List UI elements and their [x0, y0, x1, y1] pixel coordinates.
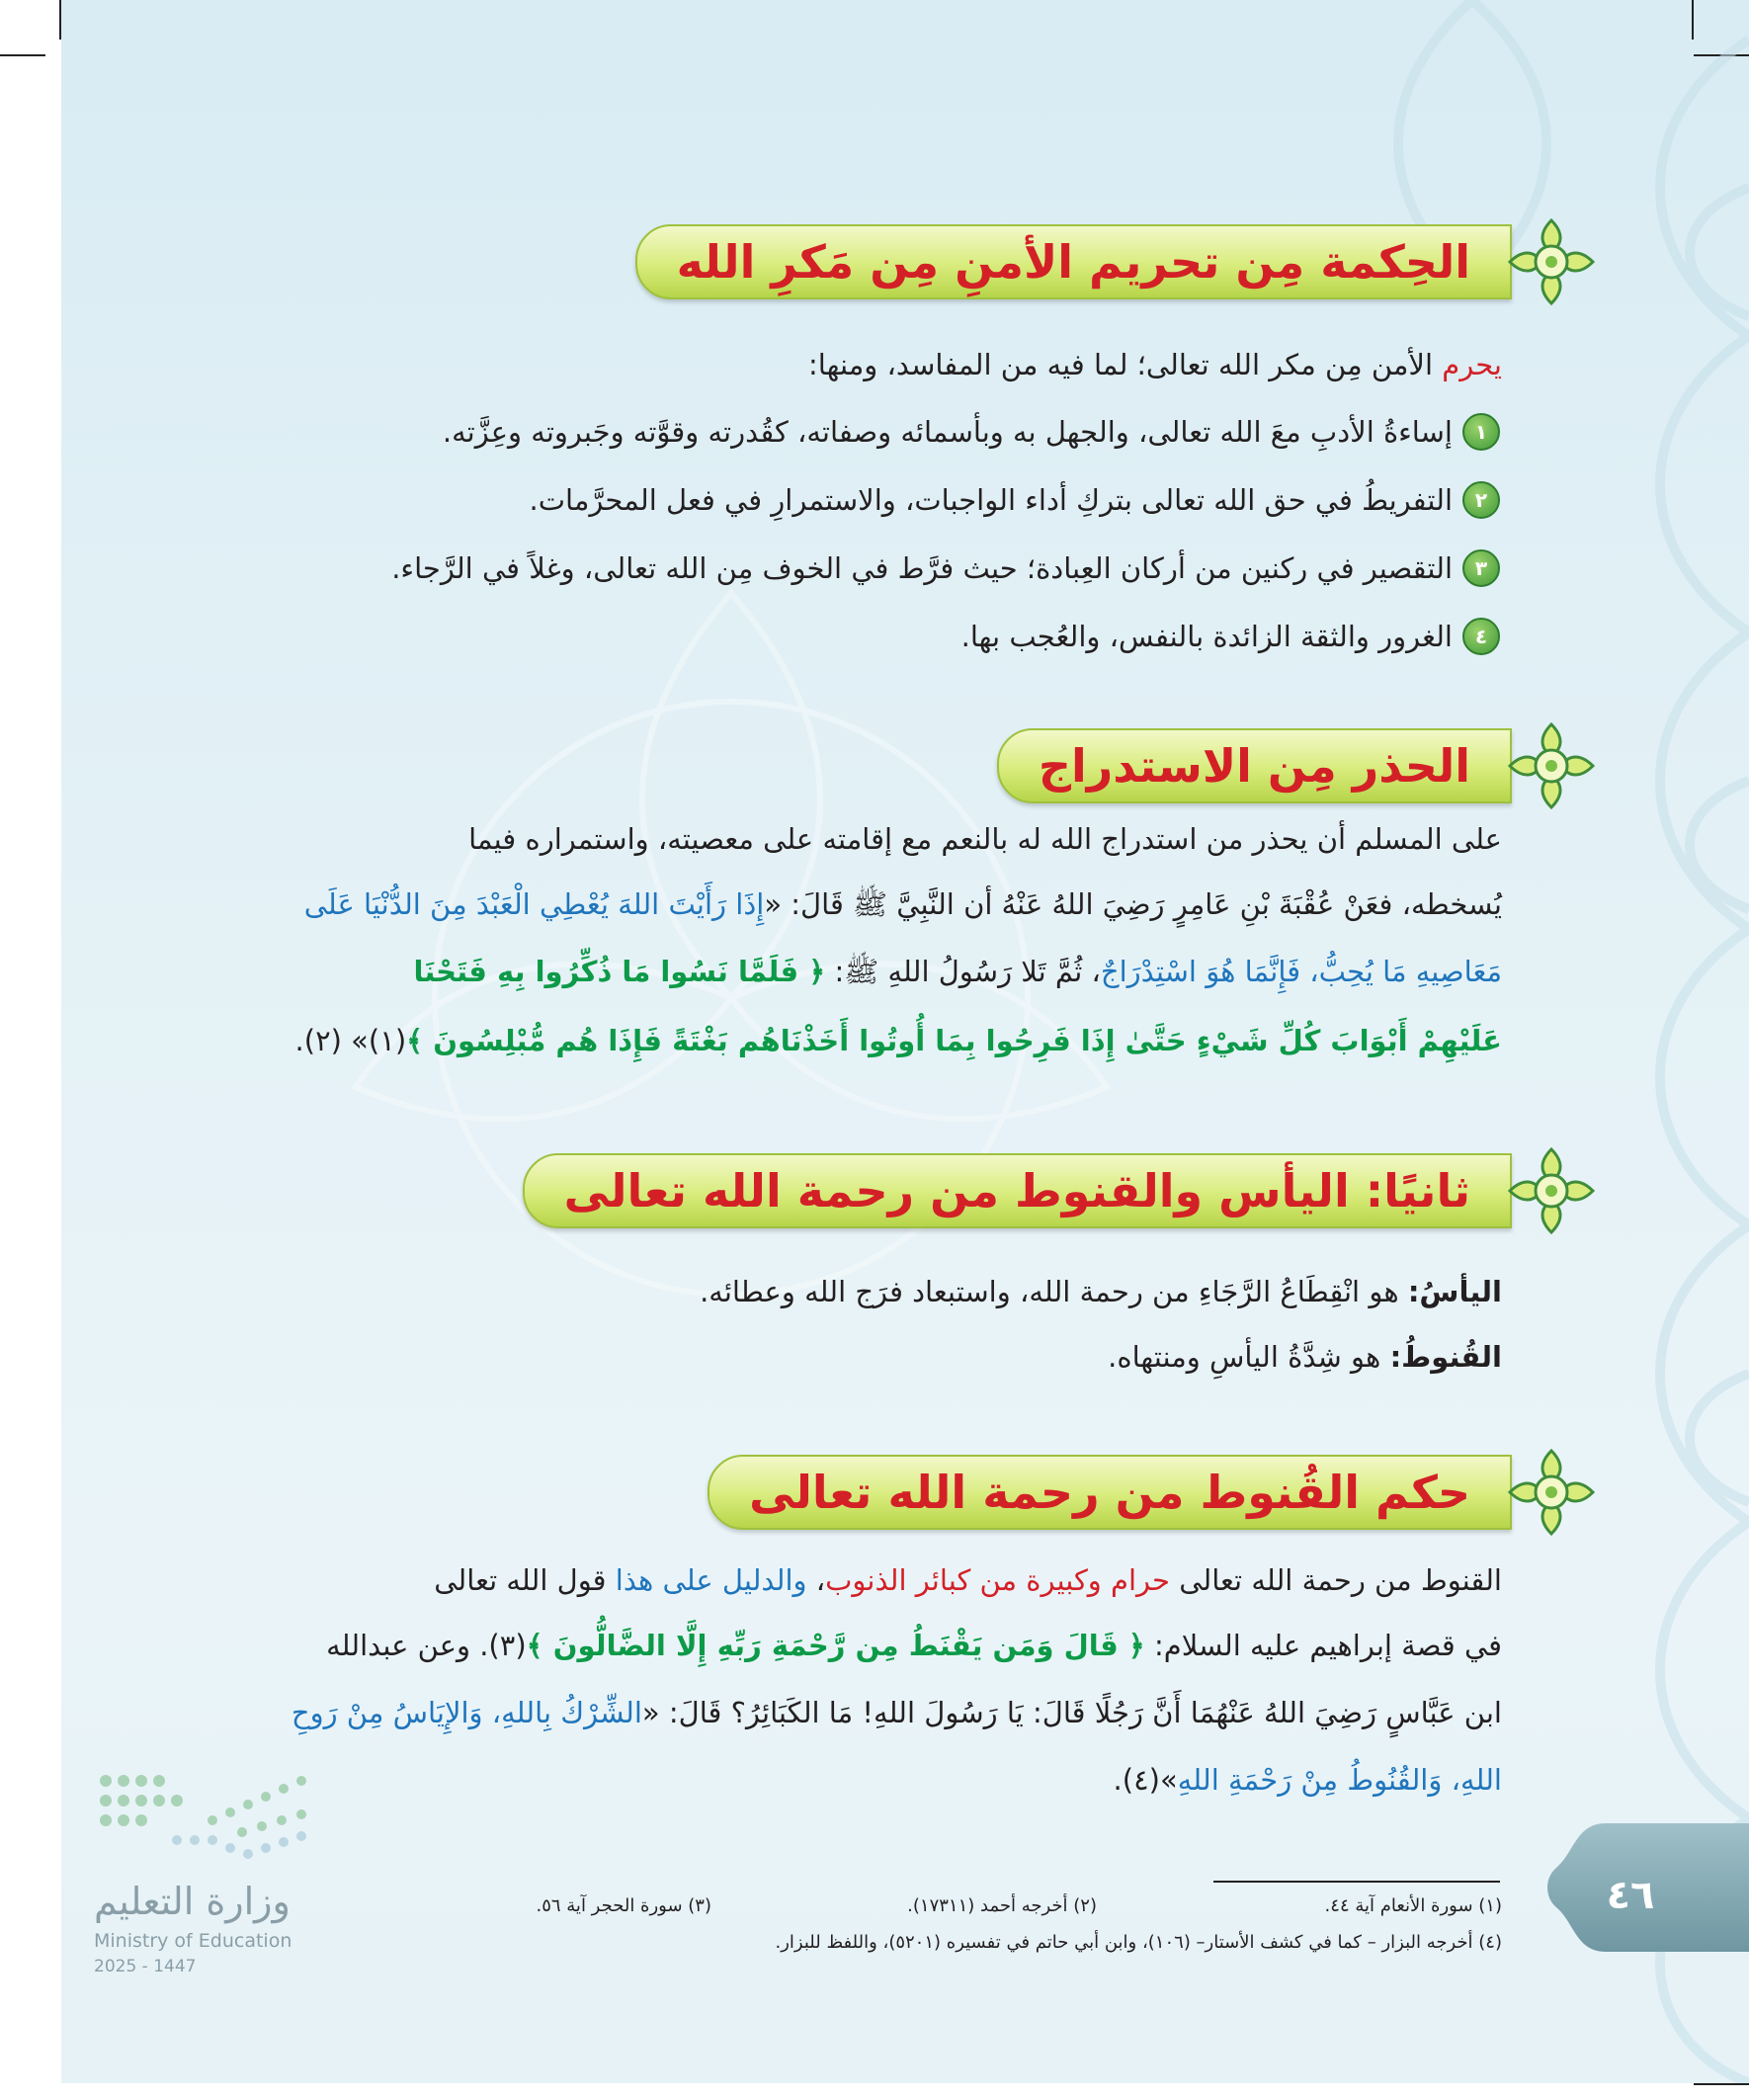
section-title: الحِكمة مِن تحريم الأمنِ مِن مَكرِ الله: [676, 235, 1470, 289]
paragraph-line: [292, 1696, 1502, 1729]
paragraph-line: [1114, 1763, 1502, 1797]
edition-year: 2025 - 1447: [94, 1957, 197, 1976]
paragraph-text: قول الله تعالى: [434, 1563, 616, 1597]
paragraph-text: في قصة إبراهيم عليه السلام:: [1144, 1629, 1502, 1662]
paragraph-text: ، ثُمَّ تَلا رَسُولُ اللهِ ﷺ:: [825, 955, 1101, 988]
section-heading-istidraj: [997, 721, 1601, 810]
footnote: (٤) أخرجه البزار – كما في كشف الأستار– (١٠٦)، وابن أبي حاتم في تفسيره (٥٢٠١)، واللفظ للبزار.: [775, 1932, 1502, 1953]
list-item-text: إساءةُ الأدبِ معَ الله تعالى، والجهل به وبأسمائه وصفاته، كقُدرته وقوَّته وجَبروته وعِزَّته.: [442, 415, 1453, 449]
definition-term: القُنوطُ:: [1389, 1340, 1502, 1374]
section-heading-pill: [523, 1153, 1512, 1228]
footnote: (٣) سورة الحجر آية ٥٦.: [536, 1895, 711, 1916]
paragraph-text: ابن عَبَّاسٍ رَضِيَ اللهُ عَنْهُمَا أَنَّ رَجُلًا قَالَ: يَا رَسُولَ اللهِ! مَا الكَبَائِرُ؟ قَالَ: «: [641, 1696, 1502, 1729]
paragraph-line: [468, 822, 1502, 856]
ministry-name-english: Ministry of Education: [94, 1930, 292, 1952]
crop-mark: [0, 54, 45, 56]
paragraph-text: القنوط من رحمة الله تعالى: [1169, 1563, 1502, 1597]
section-heading-ruling: [708, 1448, 1601, 1537]
quran-verse: ﴿ قَالَ وَمَن يَقْنَطُ مِن رَّحْمَةِ رَبِّهِ إِلَّا الضَّالُّونَ ﴾: [526, 1629, 1145, 1662]
list-item: [391, 549, 1500, 587]
item-number-badge: ٤: [1462, 618, 1500, 655]
paragraph-line: [304, 887, 1502, 929]
intro-text: الأمن مِن مكر الله تعالى؛ لما فيه من المفاسد، ومنها:: [808, 348, 1443, 381]
section-heading-pill: [635, 224, 1512, 299]
footnote: (١) سورة الأنعام آية ٤٤.: [1324, 1895, 1502, 1916]
definition-line: [700, 1275, 1502, 1308]
section-title: حكم القُنوط من رحمة الله تعالى: [749, 1466, 1470, 1519]
hadith-quote: إِذَا رَأَيْتَ اللهَ يُعْطِي الْعَبْدَ مِنَ الدُّنْيَا عَلَى: [303, 887, 765, 921]
definition-text: هو شِدَّةُ اليأسِ ومنتهاه.: [1108, 1340, 1390, 1374]
quran-verse: ﴿ فَلَمَّا نَسُوا مَا ذُكِّرُوا بِهِ فَتَحْنَا: [413, 955, 826, 988]
list-item: [530, 481, 1501, 519]
intro-highlight: يحرم: [1442, 348, 1502, 381]
page-number: ٤٦: [1606, 1873, 1655, 1918]
quran-verse: عَلَيْهِمْ أَبْوَابَ كُلِّ شَيْءٍ حَتَّىٰ إِذَا فَرِحُوا بِمَا أُوتُوا أَخَذْنَاهُم بَغْتَةً فَإِذَا هُم مُّبْلِسُونَ ﴾: [406, 1024, 1502, 1057]
logo-dots-icon: [94, 1769, 321, 1868]
ministry-name-arabic: وزارة التعليم: [94, 1880, 291, 1923]
list-item-text: التفريطُ في حق الله تعالى بتركِ أداء الواجبات، والاستمرارِ في فعل المحرَّمات.: [529, 483, 1453, 517]
paragraph-line: [326, 1629, 1502, 1662]
list-item: [961, 618, 1500, 655]
section-heading-pill: [708, 1455, 1512, 1530]
paragraph-text: على المسلم أن يحذر من استدراج الله له بالنعم مع إقامته على معصيته، واستمراره فيما: [468, 822, 1502, 856]
paragraph-line: [434, 1563, 1502, 1597]
footnote-rule: [1213, 1881, 1500, 1883]
ministry-logo: [94, 1769, 321, 1996]
footnote-reference: (١)» (٢).: [294, 1024, 407, 1057]
footnote-reference: »(٤).: [1113, 1763, 1178, 1797]
list-item-text: الغرور والثقة الزائدة بالنفس، والعُجب بها.: [960, 620, 1453, 653]
definition-term: اليأسُ:: [1407, 1275, 1502, 1308]
evidence-highlight: والدليل على هذا: [615, 1563, 807, 1597]
paragraph-line: [295, 1024, 1502, 1057]
crop-mark: [1694, 2083, 1749, 2085]
floral-pattern-ornament: [138, 553, 1324, 1443]
footnote: (٢) أخرجه أحمد (١٧٣١١).: [907, 1895, 1097, 1916]
leaf-emblem-icon: [1502, 1141, 1601, 1240]
intro-line: [808, 348, 1502, 381]
hadith-quote: الشِّرْكُ بِاللهِ، وَالإِيَاسُ مِنْ رَوحِ: [291, 1696, 642, 1729]
hadith-quote: اللهِ، وَالقُنُوطُ مِنْ رَحْمَةِ اللهِ: [1177, 1763, 1502, 1797]
section-heading-despair: [523, 1146, 1601, 1235]
list-item-text: التقصير في ركنين من أركان العِبادة؛ حيث فرَّط في الخوف مِن الله تعالى، وغلاً في الرَّجاء.: [391, 551, 1453, 585]
paragraph-text: يُسخطه، فعَنْ عُقْبَةَ بْنِ عَامِرٍ رَضِيَ اللهُ عَنْهُ أن النَّبِيَّ ﷺ قَالَ: «: [764, 887, 1502, 921]
crop-mark: [59, 0, 61, 40]
item-number-badge: ٢: [1462, 481, 1500, 519]
hadith-quote: مَعَاصِيهِ مَا يُحِبُّ، فَإِنَّمَا هُوَ اسْتِدْرَاجٌ: [1100, 955, 1502, 988]
item-number-badge: ١: [1462, 413, 1500, 451]
section-heading-wisdom: [635, 217, 1601, 306]
paragraph-line: [413, 955, 1502, 996]
section-title: ثانيًا: اليأس والقنوط من رحمة الله تعالى: [563, 1164, 1470, 1218]
list-item: [443, 413, 1500, 451]
definition-line: [1108, 1340, 1502, 1374]
paragraph-text: ،: [806, 1563, 826, 1597]
section-title: الحذر مِن الاستدراج: [1038, 739, 1470, 793]
leaf-emblem-icon: [1502, 212, 1601, 311]
definition-text: هو انْقِطَاعُ الرَّجَاءِ من رحمة الله، واستبعاد فرَج الله وعطائه.: [700, 1275, 1408, 1308]
item-number-badge: ٣: [1462, 549, 1500, 587]
ruling-highlight: حرام وكبيرة من كبائر الذنوب: [825, 1563, 1170, 1597]
leaf-emblem-icon: [1502, 1443, 1601, 1542]
paragraph-text: (٣). وعن عبدالله: [326, 1629, 527, 1662]
leaf-emblem-icon: [1502, 716, 1601, 815]
section-heading-pill: [997, 728, 1512, 803]
